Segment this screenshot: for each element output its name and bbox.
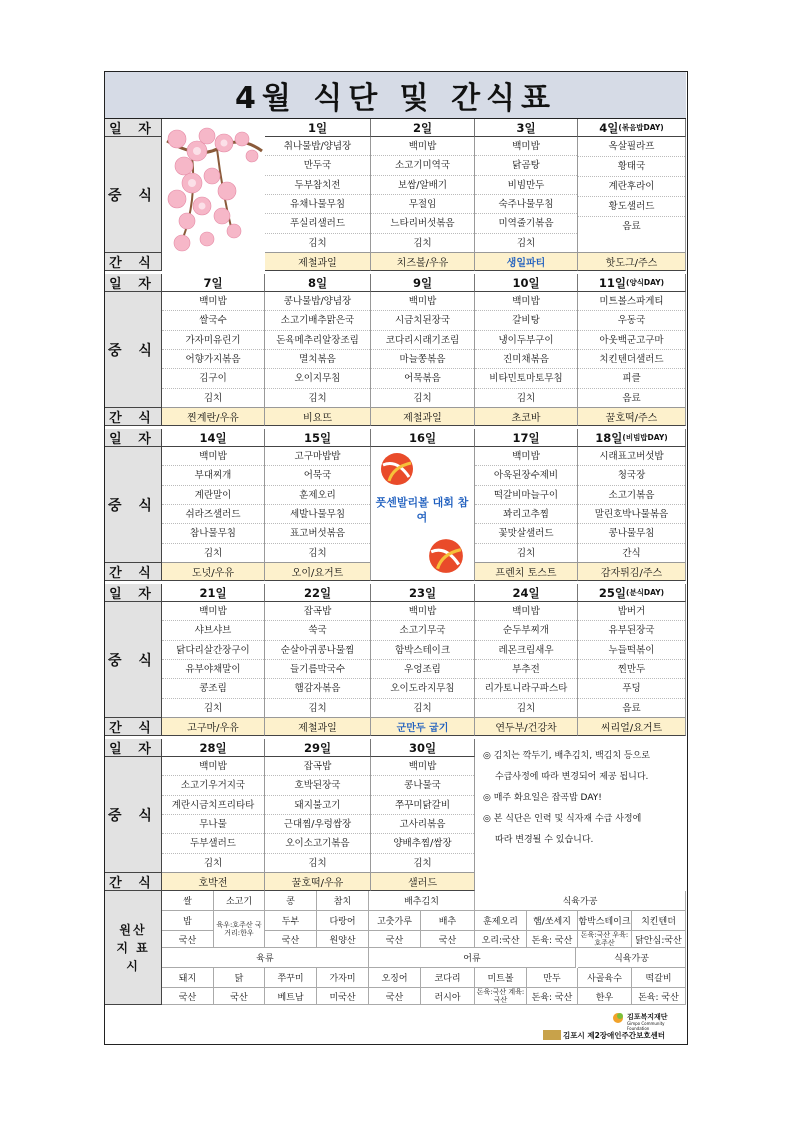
- date-label: 일 자: [105, 274, 162, 292]
- day-header: [162, 274, 265, 292]
- lunch-label: 중 식: [105, 292, 162, 408]
- menu-item: 오이도라지무침: [371, 679, 474, 698]
- origin-value: 원양산: [317, 931, 369, 948]
- menu-item: 무절임: [371, 195, 474, 214]
- origin-group: 쌀: [162, 891, 214, 911]
- menu-item: 누들떡볶이: [578, 641, 685, 660]
- origin-value: 국산: [214, 988, 265, 1005]
- day-header: [371, 739, 475, 757]
- day-header: [578, 119, 686, 137]
- menu-item: 밥버거: [578, 602, 685, 621]
- origin-value: 돈육: 국산: [632, 988, 686, 1005]
- day-header: [578, 429, 686, 447]
- day-date: 17일: [512, 430, 540, 445]
- day-header: [475, 429, 578, 447]
- day-date: 10일: [512, 275, 540, 290]
- menu-item: 김치: [516, 702, 536, 714]
- menu-item: 옥살필라프: [578, 137, 685, 157]
- menu-item: 무나물: [162, 815, 264, 834]
- menu-item: 유채나물무침: [265, 195, 370, 214]
- snack-label: 간 식: [105, 563, 162, 581]
- menu-item: 참나물무침: [162, 524, 264, 543]
- day-header: [475, 584, 578, 602]
- snack-label: 간 식: [105, 253, 162, 271]
- menu-item: 백미밥: [162, 292, 264, 311]
- day-theme: (비빔밥DAY): [622, 433, 668, 442]
- origin-item: 닭: [214, 968, 265, 988]
- menu-item: 돼지불고기: [265, 796, 370, 815]
- origin-group: 식육가공: [475, 891, 686, 911]
- day-header: [265, 739, 371, 757]
- menu-cell: [578, 137, 686, 253]
- snack-cell: 군만두 굽기: [371, 718, 475, 736]
- meal-plan-sheet: [104, 71, 688, 1045]
- menu-item: 백미밥: [162, 447, 264, 466]
- snack-cell: 오이/요거트: [265, 563, 371, 581]
- origin-item: 오징어: [369, 968, 421, 988]
- origin-group: 참치: [317, 891, 369, 911]
- menu-item: 닭다리살간장구이: [162, 641, 264, 660]
- origin-group: 어류: [369, 948, 576, 968]
- origin-item: 떡갈비: [632, 968, 686, 988]
- menu-item: 푸실리샐러드: [265, 214, 370, 233]
- menu-cell: [371, 757, 475, 873]
- menu-item: 비타민토마토무침: [475, 369, 577, 388]
- day-date: 25일: [598, 585, 627, 600]
- day-date: 24일: [512, 585, 540, 600]
- snack-cell: 제철과일: [265, 253, 371, 271]
- menu-item: 시래표고버섯밥: [578, 447, 685, 466]
- menu-item: 피클: [578, 369, 685, 388]
- menu-item: 계란시금치프리타타: [162, 796, 264, 815]
- origin-item: 훈제오리: [475, 911, 527, 931]
- menu-item: 만두국: [265, 156, 370, 175]
- origin-item: 미트볼: [475, 968, 527, 988]
- day-header: [162, 739, 265, 757]
- menu-cell: [371, 602, 475, 718]
- menu-cell: [578, 292, 686, 408]
- day-date: 8일: [307, 275, 328, 290]
- menu-item: 백미밥: [371, 602, 474, 621]
- menu-item: 소고기볶음: [578, 486, 685, 505]
- menu-item: 시금치된장국: [371, 311, 474, 330]
- menu-item: 잡곡밥: [265, 757, 370, 776]
- menu-item: 햄감자볶음: [265, 679, 370, 698]
- day-date: 3일: [516, 120, 536, 135]
- menu-item: 어향가지볶음: [162, 350, 264, 369]
- menu-item: 유부야채말이: [162, 660, 264, 679]
- snack-label: 간 식: [105, 718, 162, 736]
- menu-item: 부추전: [475, 660, 577, 679]
- origin-item: 만두: [527, 968, 578, 988]
- origin-value: 국산: [265, 931, 317, 948]
- menu-item: 황태국: [578, 157, 685, 177]
- origin-item: 육우:호주산 국거리:한우: [214, 911, 265, 948]
- menu-item: 김치: [308, 392, 327, 404]
- event-text: 풋센발리볼 대회 참여: [375, 496, 469, 524]
- origin-value: 돈육:국산 우육:호주산: [578, 931, 632, 948]
- lunch-label: 중 식: [105, 602, 162, 718]
- menu-item: 들기름막국수: [265, 660, 370, 679]
- foundation-logo-icon: [611, 1012, 625, 1024]
- menu-item: 어묵국: [265, 466, 370, 485]
- menu-item: 순두부찌개: [475, 621, 577, 640]
- origin-group: 배추김치: [369, 891, 475, 911]
- menu-item: 김치: [308, 547, 327, 559]
- origin-value: 한우: [578, 988, 632, 1005]
- origin-group: 콩: [265, 891, 317, 911]
- menu-item: 순살아귀콩나물찜: [265, 641, 370, 660]
- origin-item: 밥: [162, 911, 214, 931]
- menu-item: 김치: [203, 702, 223, 714]
- snack-cell: 초코바: [475, 408, 578, 426]
- origin-group: 식육가공: [578, 948, 686, 968]
- menu-cell: [475, 292, 578, 408]
- menu-item: 김치: [413, 392, 432, 404]
- origin-group: 소고기: [214, 891, 265, 911]
- menu-item: 백미밥: [162, 602, 264, 621]
- menu-item: 아웃백군고구마: [578, 331, 685, 350]
- menu-item: 김치: [203, 547, 223, 559]
- menu-item: 코다리시래기조림: [371, 331, 474, 350]
- origin-item: 코다리: [421, 968, 475, 988]
- foundation-name: 김포복지재단: [627, 1013, 668, 1021]
- origin-value: 오리:국산: [475, 931, 527, 948]
- origin-item: 함박스테이크: [578, 911, 632, 931]
- menu-item: 꽈리고추찜: [475, 505, 577, 524]
- menu-item: 샤브샤브: [162, 621, 264, 640]
- menu-item: 소고기미역국: [371, 156, 474, 175]
- day-date: 1일: [307, 120, 328, 135]
- snack-cell: 호박전: [162, 873, 265, 891]
- menu-item: 계란말이: [162, 486, 264, 505]
- snack-cell: 프렌치 토스트: [475, 563, 578, 581]
- menu-item: 미트볼스파게티: [578, 292, 685, 311]
- menu-item: 양배추찜/쌈장: [371, 834, 474, 853]
- menu-item: 쑥국: [265, 621, 370, 640]
- menu-item: 비빔만두: [475, 176, 577, 195]
- origin-item: 치킨텐더: [632, 911, 686, 931]
- menu-item: 청국장: [578, 466, 685, 485]
- origin-value: 국산: [162, 931, 214, 948]
- menu-item: 유부된장국: [578, 621, 685, 640]
- menu-item: 훈제오리: [265, 486, 370, 505]
- menu-item: 떡갈비마늘구이: [475, 486, 577, 505]
- note-line: ◎ 매주 화요일은 잡곡밥 DAY!: [483, 793, 602, 803]
- menu-cell: [578, 602, 686, 718]
- day-date: 9일: [412, 275, 433, 290]
- menu-item: 김치: [413, 857, 432, 869]
- menu-item: 콩조림: [162, 679, 264, 698]
- snack-cell: 씨리얼/요거트: [578, 718, 686, 736]
- lunch-label: 중 식: [105, 757, 162, 873]
- note-line: 수급사정에 따라 변경되어 제공 됩니다.: [495, 772, 649, 782]
- origin-item: 쭈꾸미: [265, 968, 317, 988]
- menu-item: 간식: [622, 547, 641, 559]
- menu-item: 백미밥: [371, 757, 474, 776]
- menu-item: 어묵볶음: [371, 369, 474, 388]
- event-volleyball: [371, 445, 473, 583]
- menu-item: 우엉조림: [371, 660, 474, 679]
- menu-item: 함박스테이크: [371, 641, 474, 660]
- menu-item: 음료: [622, 221, 641, 232]
- origin-value: 돈육:국산 계육:국산: [475, 988, 527, 1005]
- note-line: ◎ 본 식단은 인력 및 식자재 수급 사정에: [483, 814, 642, 824]
- menu-cell: [265, 757, 371, 873]
- date-label: 일 자: [105, 119, 162, 137]
- menu-item: 백미밥: [475, 292, 577, 311]
- menu-item: 보쌈/알배기: [371, 176, 474, 195]
- day-header: [371, 274, 475, 292]
- menu-cell: [162, 757, 265, 873]
- menu-item: 두부샐러드: [162, 834, 264, 853]
- menu-item: 부대찌개: [162, 466, 264, 485]
- menu-item: 계란후라이: [578, 177, 685, 197]
- menu-item: 고구마밥밥: [265, 447, 370, 466]
- snack-cell: 비요뜨: [265, 408, 371, 426]
- origin-value: 닭안심:국산: [632, 931, 686, 948]
- menu-item: 김치: [308, 857, 327, 869]
- menu-item: 백미밥: [475, 602, 577, 621]
- menu-cell: [371, 137, 475, 253]
- origin-item: 배추: [421, 911, 475, 931]
- origin-item: 사골육수: [578, 968, 632, 988]
- menu-item: 백미밥: [371, 137, 474, 156]
- origin-value: 국산: [369, 988, 421, 1005]
- menu-item: 김치: [516, 237, 536, 249]
- origin-item: 다랑어: [317, 911, 369, 931]
- day-header: [162, 429, 265, 447]
- menu-item: 소고기배추맑은국: [265, 311, 370, 330]
- snack-cell: 치즈볼/우유: [371, 253, 475, 271]
- day-header: [162, 584, 265, 602]
- menu-item: 오이지무침: [265, 369, 370, 388]
- snack-cell: 핫도그/주스: [578, 253, 686, 271]
- menu-item: 백미밥: [371, 292, 474, 311]
- day-header: [578, 274, 686, 292]
- snack-cell: 꿀호떡/우유: [265, 873, 371, 891]
- menu-item: 황도샐러드: [578, 197, 685, 217]
- origin-item: 햄/쏘세지: [527, 911, 578, 931]
- menu-cell: [265, 137, 371, 253]
- menu-item: 멸치볶음: [265, 350, 370, 369]
- day-date: 15일: [303, 430, 332, 445]
- menu-cell: [162, 602, 265, 718]
- origin-value: 미국산: [317, 988, 369, 1005]
- menu-item: 쌀국수: [162, 311, 264, 330]
- menu-item: 오이소고기볶음: [265, 834, 370, 853]
- menu-cell: [475, 602, 578, 718]
- volleyball-icon: [379, 451, 415, 487]
- note-line: 따라 변경될 수 있습니다.: [495, 835, 594, 845]
- snack-cell: 생일파티: [475, 253, 578, 271]
- day-header: [265, 429, 371, 447]
- menu-item: 말린호박나물볶음: [578, 505, 685, 524]
- snack-cell: 제철과일: [265, 718, 371, 736]
- menu-cell: [265, 602, 371, 718]
- day-header: [265, 584, 371, 602]
- origin-item: 고춧가루: [369, 911, 421, 931]
- date-label: 일 자: [105, 429, 162, 447]
- origin-value: 국산: [162, 988, 214, 1005]
- menu-item: 콩나물밥/양념장: [265, 292, 370, 311]
- origin-value: 러시아: [421, 988, 475, 1005]
- day-header: [475, 119, 578, 137]
- menu-item: 우동국: [578, 311, 685, 330]
- snack-cell: 샐러드: [371, 873, 475, 891]
- snack-cell: 고구마/우유: [162, 718, 265, 736]
- lunch-label: 중 식: [105, 137, 162, 253]
- menu-item: 콩나물국: [371, 776, 474, 795]
- menu-item: 냉이두부구이: [475, 331, 577, 350]
- menu-cell: [265, 292, 371, 408]
- menu-item: 찐만두: [578, 660, 685, 679]
- day-header: [371, 119, 475, 137]
- day-date: 4일: [599, 120, 619, 135]
- cherry-blossom-illustration: [162, 121, 265, 266]
- origin-value: 돈육: 국산: [527, 988, 578, 1005]
- menu-item: 김치: [308, 702, 327, 714]
- snack-cell: 찐계란/우유: [162, 408, 265, 426]
- menu-item: 김치: [413, 702, 432, 714]
- menu-item: 쭈꾸미닭갈비: [371, 796, 474, 815]
- menu-item: 소고기우거지국: [162, 776, 264, 795]
- snack-cell: 제철과일: [371, 408, 475, 426]
- day-header: [265, 274, 371, 292]
- menu-cell: [265, 447, 371, 563]
- menu-item: 음료: [622, 702, 641, 714]
- menu-item: 백미밥: [162, 757, 264, 776]
- origin-group: 육류: [162, 948, 369, 968]
- menu-cell: [578, 447, 686, 563]
- snack-cell: 감자튀김/주스: [578, 563, 686, 581]
- menu-item: 고사리볶음: [371, 815, 474, 834]
- menu-item: 백미밥: [475, 137, 577, 156]
- menu-item: 두부참치전: [265, 176, 370, 195]
- menu-item: 치킨텐더샐러드: [578, 350, 685, 369]
- menu-item: 세발나물무침: [265, 505, 370, 524]
- page-title: 4월 식단 및 간식표: [105, 72, 686, 119]
- menu-item: 쉬라즈샐러드: [162, 505, 264, 524]
- menu-cell: [371, 292, 475, 408]
- snack-cell: 도넛/우유: [162, 563, 265, 581]
- menu-item: 잡곡밥: [265, 602, 370, 621]
- menu-item: 음료: [622, 392, 641, 404]
- date-label: 일 자: [105, 584, 162, 602]
- origin-value: 돈육: 국산: [527, 931, 578, 948]
- menu-item: 취나물밥/양념장: [265, 137, 370, 156]
- footer-logos: [525, 1010, 685, 1042]
- menu-item: 아욱된장수제비: [475, 466, 577, 485]
- day-theme: (볶음밥DAY): [618, 123, 664, 132]
- day-date: 23일: [408, 585, 437, 600]
- day-date: 28일: [199, 740, 227, 755]
- snack-cell: 연두부/건강차: [475, 718, 578, 736]
- menu-item: 김치: [413, 237, 432, 249]
- menu-item: 푸딩: [578, 679, 685, 698]
- snack-cell: 꿀호떡/주스: [578, 408, 686, 426]
- snack-label: 간 식: [105, 408, 162, 426]
- day-date: 11일: [598, 275, 627, 290]
- menu-item: 근대찜/우렁쌈장: [265, 815, 370, 834]
- menu-item: 김치: [308, 237, 327, 249]
- menu-item: 미역줄기볶음: [475, 214, 577, 233]
- day-date: 30일: [408, 740, 437, 755]
- day-date: 22일: [303, 585, 332, 600]
- menu-item: 숙주나물무침: [475, 195, 577, 214]
- day-header: [475, 274, 578, 292]
- day-date: 18일: [595, 430, 623, 445]
- menu-item: 닭곰탕: [475, 156, 577, 175]
- day-date: 29일: [303, 740, 332, 755]
- menu-item: 김치: [516, 392, 536, 404]
- menu-item: 리가토니라구파스타: [475, 679, 577, 698]
- day-header: [265, 119, 371, 137]
- day-date: 16일: [408, 430, 437, 445]
- menu-item: 김치: [203, 857, 223, 869]
- menu-item: 백미밥: [475, 447, 577, 466]
- menu-item: 마늘쫑볶음: [371, 350, 474, 369]
- menu-item: 돈육메추리알장조림: [265, 331, 370, 350]
- menu-cell: [475, 447, 578, 563]
- origin-item: 가자미: [317, 968, 369, 988]
- menu-item: 느타리버섯볶음: [371, 214, 474, 233]
- menu-cell: [162, 292, 265, 408]
- day-date: 14일: [199, 430, 227, 445]
- menu-item: 레몬크림새우: [475, 641, 577, 660]
- origin-value: 베트남: [265, 988, 317, 1005]
- date-label: 일 자: [105, 739, 162, 757]
- menu-item: 가자미유린기: [162, 331, 264, 350]
- volleyball-icon: [427, 537, 465, 575]
- menu-item: 꽃맛살샐러드: [475, 524, 577, 543]
- menu-item: 김치: [516, 547, 536, 559]
- day-header: [371, 584, 475, 602]
- menu-item: 표고버섯볶음: [265, 524, 370, 543]
- menu-item: 콩나물무침: [578, 524, 685, 543]
- foundation-sub: Gimpo Community Foundation: [627, 1021, 665, 1031]
- center-name: 김포시 제2장애인주간보호센터: [563, 1031, 666, 1040]
- snack-label: 간 식: [105, 873, 162, 891]
- day-theme: (분식DAY): [626, 588, 665, 597]
- notes-box: [475, 740, 687, 857]
- origin-value: 국산: [369, 931, 421, 948]
- menu-cell: [162, 447, 265, 563]
- day-date: 21일: [199, 585, 227, 600]
- menu-item: 갈비탕: [475, 311, 577, 330]
- day-date: 2일: [412, 120, 433, 135]
- menu-cell: [475, 137, 578, 253]
- menu-item: 김구이: [162, 369, 264, 388]
- center-logo-icon: [543, 1030, 561, 1040]
- origin-item: 두부: [265, 911, 317, 931]
- day-theme: (양식DAY): [626, 278, 665, 287]
- origin-item: 돼지: [162, 968, 214, 988]
- origin-label: 원산지 표시: [105, 891, 162, 1005]
- menu-item: 진미채볶음: [475, 350, 577, 369]
- note-line: ◎ 김치는 깍두기, 배추김치, 백김치 등으로: [483, 751, 650, 761]
- origin-value: 국산: [421, 931, 475, 948]
- day-header: [578, 584, 686, 602]
- menu-item: 김치: [203, 392, 223, 404]
- lunch-label: 중 식: [105, 447, 162, 563]
- menu-item: 소고기무국: [371, 621, 474, 640]
- menu-item: 호박된장국: [265, 776, 370, 795]
- day-date: 7일: [203, 275, 223, 290]
